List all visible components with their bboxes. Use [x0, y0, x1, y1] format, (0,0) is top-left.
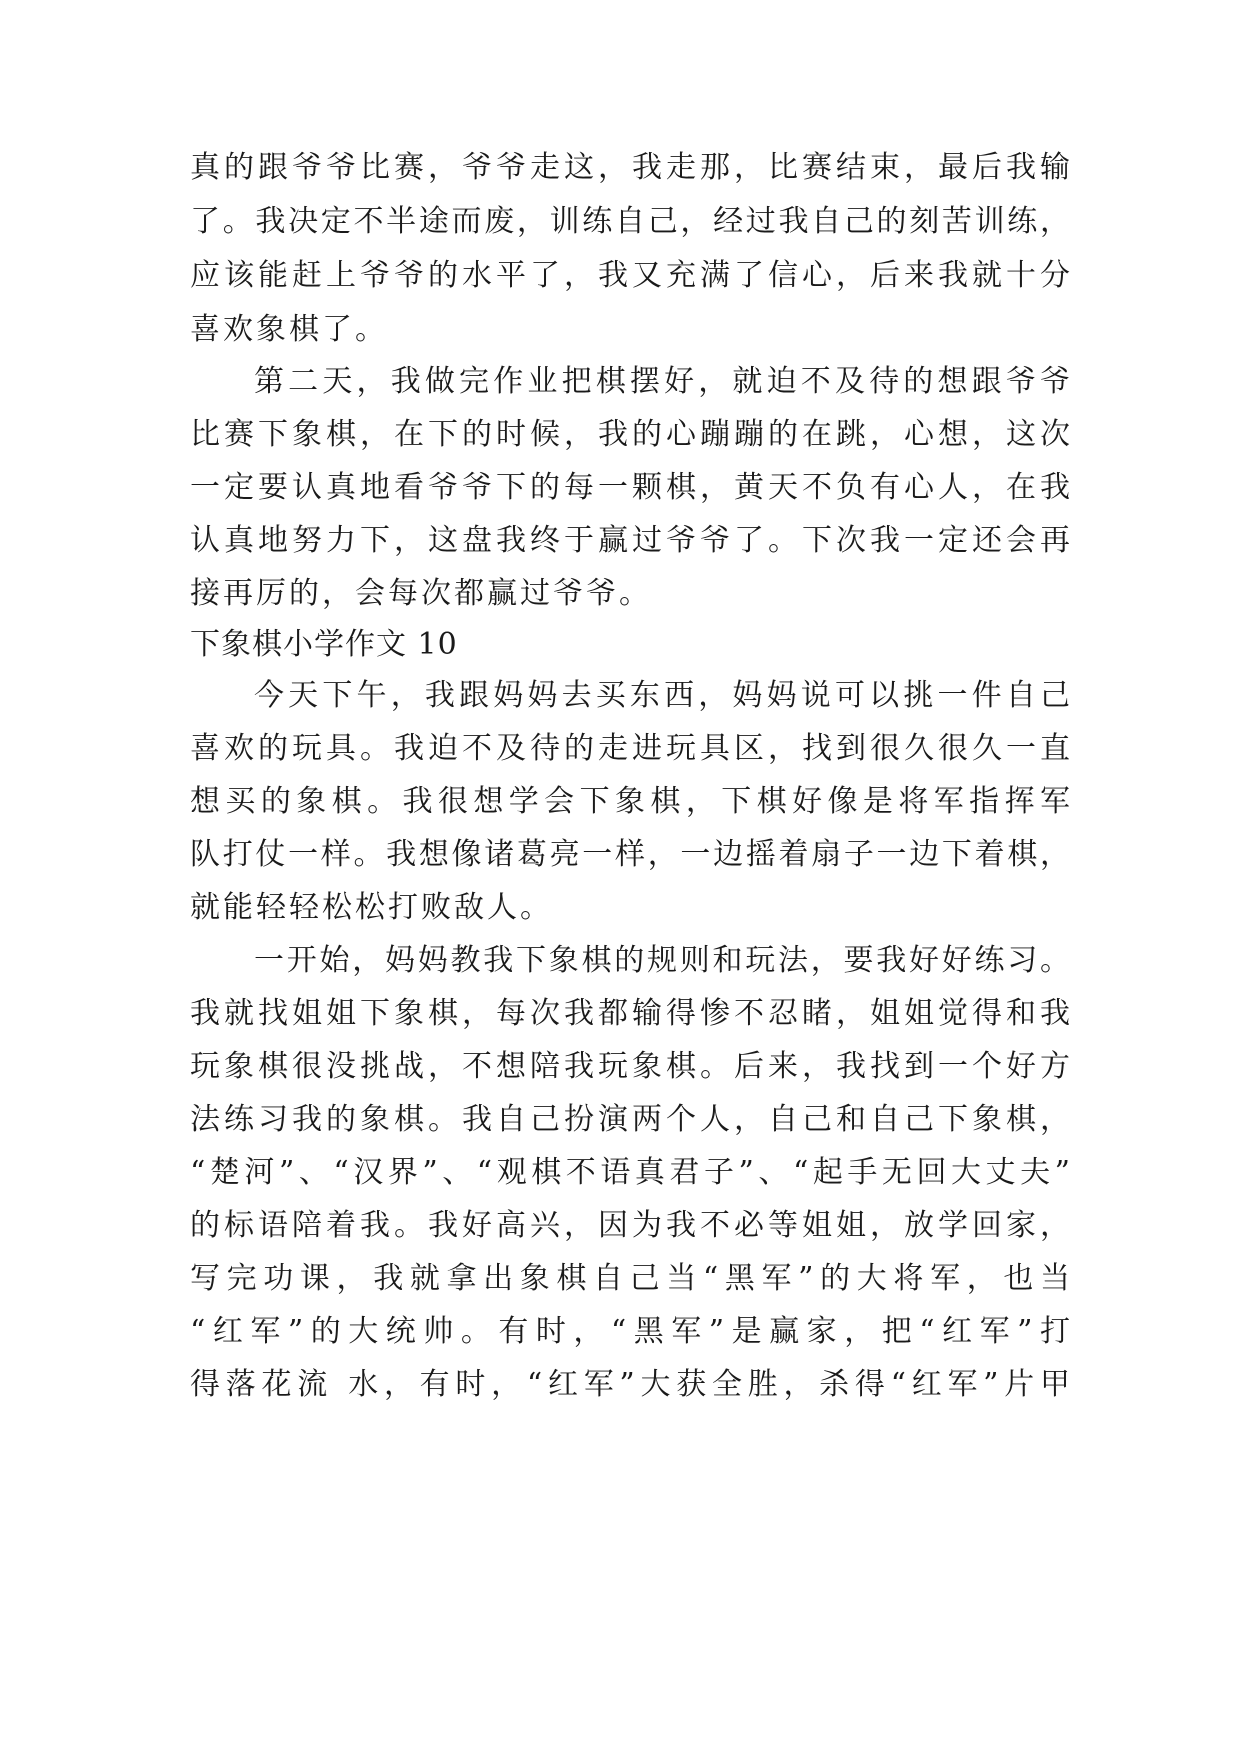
- text-line: 玩象棋很没挑战，不想陪我玩象棋。后来，我找到一个好方: [190, 1049, 1070, 1084]
- text-line: 真的跟爷爷比赛，爷爷走这，我走那，比赛结束，最后我输: [190, 150, 1070, 185]
- text-line: 得落花流 水，有时，“红军”大获全胜，杀得“红军”片甲: [190, 1367, 1070, 1402]
- text-line: 队打仗一样。我想像诸葛亮一样，一边摇着扇子一边下着棋，: [190, 837, 1070, 872]
- text-line: 的标语陪着我。我好高兴，因为我不必等姐姐，放学回家，: [190, 1208, 1070, 1243]
- paragraph-start-line: 一开始，妈妈教我下象棋的规则和玩法，要我好好练习。: [254, 943, 1070, 978]
- text-line: “楚河”、“汉界”、“观棋不语真君子”、“起手无回大丈夫”: [190, 1155, 1070, 1190]
- text-line: 法练习我的象棋。我自己扮演两个人，自己和自己下象棋，: [190, 1102, 1070, 1137]
- text-line: 认真地努力下，这盘我终于赢过爷爷了。下次我一定还会再: [190, 523, 1070, 558]
- text-line: “红军”的大统帅。有时，“黑军”是赢家，把“红军”打: [190, 1314, 1070, 1349]
- paragraph-start-line: 第二天，我做完作业把棋摆好，就迫不及待的想跟爷爷: [254, 364, 1070, 399]
- text-line: 接再厉的，会每次都赢过爷爷。: [190, 576, 652, 611]
- text-line: 喜欢的玩具。我迫不及待的走进玩具区，找到很久很久一直: [190, 731, 1070, 766]
- paragraph-start-line: 今天下午，我跟妈妈去买东西，妈妈说可以挑一件自己: [254, 678, 1070, 713]
- text-line: 就能轻轻松松打败敌人。: [190, 890, 553, 925]
- text-line: 我就找姐姐下象棋，每次我都输得惨不忍睹，姐姐觉得和我: [190, 996, 1070, 1031]
- text-line: 写完功课，我就拿出象棋自己当“黑军”的大将军，也当: [190, 1261, 1070, 1296]
- text-line: 比赛下象棋，在下的时候，我的心蹦蹦的在跳，心想，这次: [190, 417, 1070, 452]
- section-heading: 下象棋小学作文 10: [190, 627, 458, 662]
- text-line: 了。我决定不半途而废，训练自己，经过我自己的刻苦训练，: [190, 204, 1070, 239]
- text-line: 想买的象棋。我很想学会下象棋，下棋好像是将军指挥军: [190, 784, 1070, 819]
- text-line: 喜欢象棋了。: [190, 312, 388, 347]
- text-line: 一定要认真地看爷爷下的每一颗棋，黄天不负有心人，在我: [190, 470, 1070, 505]
- text-line: 应该能赶上爷爷的水平了，我又充满了信心，后来我就十分: [190, 258, 1070, 293]
